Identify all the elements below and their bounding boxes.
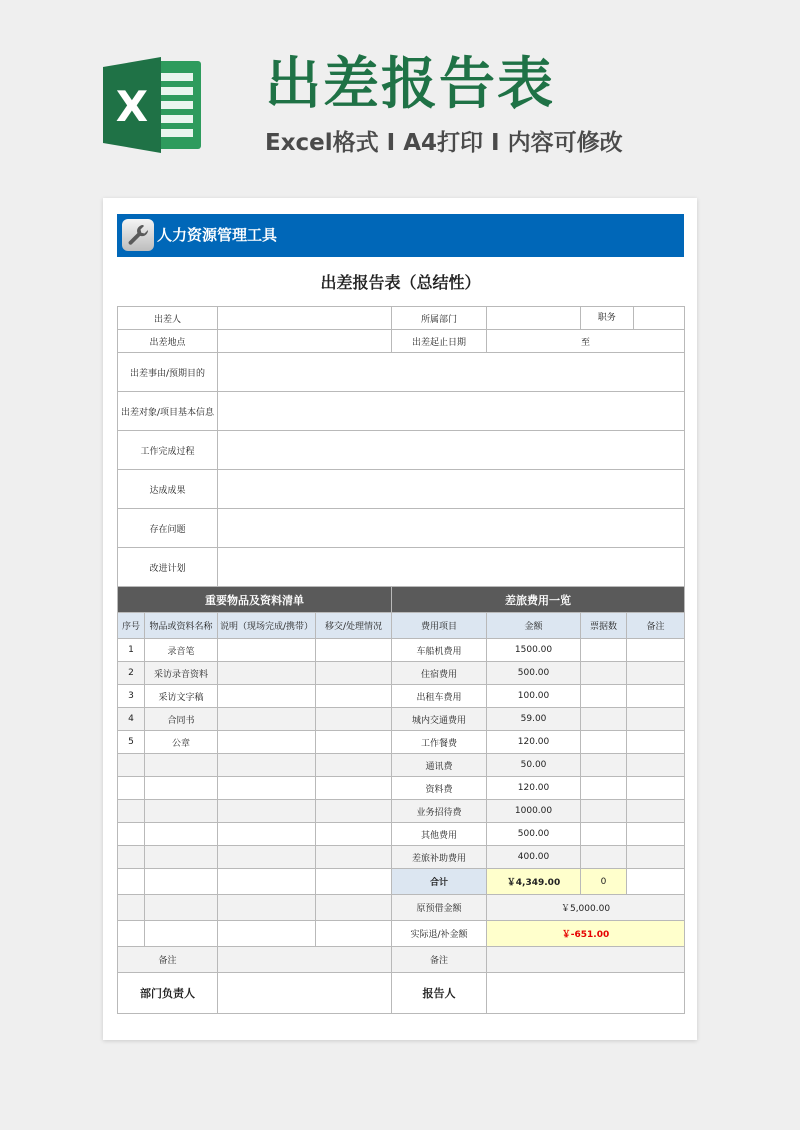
item-no [118,754,145,777]
item-handover[interactable] [316,731,392,754]
item-desc[interactable] [218,662,316,685]
item-no [118,777,145,800]
item-handover[interactable] [316,869,392,895]
advance-label: 原预借金额 [392,895,487,921]
wrench-icon [122,219,154,251]
results-field[interactable] [218,470,685,509]
table-row [118,800,685,823]
item-desc[interactable] [218,754,316,777]
location-label: 出差地点 [118,330,218,353]
item-handover[interactable] [316,921,392,947]
expense-item: 住宿费用 [392,662,487,685]
expense-remarks[interactable] [627,731,685,754]
refund-label: 实际退/补金额 [392,921,487,947]
item-no [118,895,145,921]
table-row [118,754,685,777]
expense-receipts[interactable] [581,777,627,800]
item-desc[interactable] [218,777,316,800]
item-name[interactable]: 合同书 [145,708,218,731]
expense-section-title: 差旅费用一览 [392,587,685,613]
dates-range[interactable]: 至 [487,330,685,353]
expense-amount[interactable]: 400.00 [487,846,581,869]
item-name[interactable] [145,846,218,869]
department-label: 所属部门 [392,307,487,330]
process-field[interactable] [218,431,685,470]
expense-amount[interactable]: 1500.00 [487,639,581,662]
items-section-title: 重要物品及资料清单 [118,587,392,613]
item-desc[interactable] [218,800,316,823]
expense-remarks[interactable] [627,639,685,662]
expense-receipts[interactable] [581,639,627,662]
advance-amount[interactable]: ￥5,000.00 [487,895,685,921]
item-desc[interactable] [218,731,316,754]
item-no: 1 [118,639,145,662]
item-desc[interactable] [218,639,316,662]
item-name[interactable]: 采访文字稿 [145,685,218,708]
item-no: 3 [118,685,145,708]
item-handover[interactable] [316,800,392,823]
item-handover[interactable] [316,777,392,800]
expense-item: 其他费用 [392,823,487,846]
expense-receipts[interactable] [581,823,627,846]
table-row [118,685,685,708]
reason-label: 出差事由/预期目的 [118,353,218,392]
reporter-field[interactable] [487,973,685,1014]
target-field[interactable] [218,392,685,431]
table-row [118,846,685,869]
expense-header-amount: 金额 [487,613,581,639]
expense-remarks[interactable] [627,800,685,823]
excel-logo-letter: X [115,82,149,131]
expense-receipts[interactable] [581,754,627,777]
traveler-field[interactable] [218,307,392,330]
remarks-left-label: 备注 [118,947,218,973]
expense-item: 业务招待费 [392,800,487,823]
banner-title: 人力资源管理工具 [157,226,278,244]
total-remarks[interactable] [627,869,685,895]
expense-item: 资料费 [392,777,487,800]
expense-item: 差旅补助费用 [392,846,487,869]
expense-remarks[interactable] [627,685,685,708]
expense-amount[interactable]: 500.00 [487,823,581,846]
expense-remarks[interactable] [627,708,685,731]
plan-label: 改进计划 [118,548,218,587]
expense-receipts[interactable] [581,846,627,869]
item-desc[interactable] [218,685,316,708]
item-desc[interactable] [218,823,316,846]
expense-header-item: 费用项目 [392,613,487,639]
table-row [118,731,685,754]
remarks-left-field[interactable] [218,947,392,973]
page-title: 出差报告表 [265,52,555,117]
item-name[interactable] [145,869,218,895]
position-cell [581,307,685,330]
report-table [117,306,685,1014]
expense-remarks[interactable] [627,846,685,869]
position-field[interactable] [634,307,685,329]
expense-amount[interactable]: 50.00 [487,754,581,777]
item-no [118,800,145,823]
form-title: 出差报告表（总结性） [320,273,481,292]
location-field[interactable] [218,330,392,353]
item-name[interactable] [145,895,218,921]
problems-label: 存在问题 [118,509,218,548]
item-desc[interactable] [218,869,316,895]
remarks-right-label: 备注 [392,947,487,973]
item-handover[interactable] [316,895,392,921]
expense-amount[interactable]: 120.00 [487,777,581,800]
expense-amount[interactable]: 100.00 [487,685,581,708]
items-header-no: 序号 [118,613,145,639]
expense-receipts[interactable] [581,800,627,823]
item-desc[interactable] [218,708,316,731]
item-desc[interactable] [218,895,316,921]
item-desc[interactable] [218,846,316,869]
item-no: 4 [118,708,145,731]
expense-amount[interactable]: 120.00 [487,731,581,754]
page-subtitle: Excel格式 I A4打印 I 内容可修改 [265,130,623,156]
item-handover[interactable] [316,846,392,869]
results-label: 达成成果 [118,470,218,509]
problems-field[interactable] [218,509,685,548]
items-expense-body [118,639,685,869]
remarks-right-field[interactable] [487,947,685,973]
item-desc[interactable] [218,921,316,947]
expense-item: 城内交通费用 [392,708,487,731]
item-name[interactable] [145,823,218,846]
items-header-desc: 说明（现场完成/携带） [218,613,316,639]
item-no: 5 [118,731,145,754]
expense-remarks[interactable] [627,823,685,846]
dept-head-field[interactable] [218,973,392,1014]
total-label: 合计 [392,869,487,895]
expense-remarks[interactable] [627,754,685,777]
tool-banner [117,214,684,257]
refund-amount: ￥-651.00 [487,921,685,947]
item-no [118,921,145,947]
expense-receipts[interactable] [581,708,627,731]
table-row [118,662,685,685]
table-row [118,823,685,846]
item-handover[interactable] [316,662,392,685]
position-label: 职务 [581,307,634,329]
expense-remarks[interactable] [627,777,685,800]
item-no [118,823,145,846]
expense-receipts[interactable] [581,731,627,754]
total-amount: ￥4,349.00 [487,869,581,895]
process-label: 工作完成过程 [118,431,218,470]
excel-logo-icon [103,57,203,153]
items-header-name: 物品或资料名称 [145,613,218,639]
expense-item: 出租车费用 [392,685,487,708]
expense-item: 车船机费用 [392,639,487,662]
target-label: 出差对象/项目基本信息 [118,392,218,431]
item-name[interactable] [145,800,218,823]
expense-amount[interactable]: 59.00 [487,708,581,731]
reason-field[interactable] [218,353,685,392]
expense-header-receipts: 票据数 [581,613,627,639]
table-row [118,639,685,662]
table-row [118,708,685,731]
reporter-label: 报告人 [392,973,487,1014]
item-no: 2 [118,662,145,685]
items-header-handover: 移交/处理情况 [316,613,392,639]
expense-header-remarks: 备注 [627,613,685,639]
plan-field[interactable] [218,548,685,587]
item-handover[interactable] [316,754,392,777]
item-no [118,869,145,895]
item-name[interactable]: 录音笔 [145,639,218,662]
item-name[interactable] [145,921,218,947]
expense-receipts[interactable] [581,685,627,708]
expense-receipts[interactable] [581,662,627,685]
expense-amount[interactable]: 1000.00 [487,800,581,823]
dept-head-label: 部门负责人 [118,973,218,1014]
item-handover[interactable] [316,708,392,731]
department-field[interactable] [487,307,581,330]
expense-item: 工作餐费 [392,731,487,754]
item-handover[interactable] [316,823,392,846]
item-name[interactable] [145,777,218,800]
item-no [118,846,145,869]
item-handover[interactable] [316,639,392,662]
expense-remarks[interactable] [627,662,685,685]
total-receipts: 0 [581,869,627,895]
item-handover[interactable] [316,685,392,708]
table-row [118,777,685,800]
item-name[interactable] [145,754,218,777]
dates-label: 出差起止日期 [392,330,487,353]
traveler-label: 出差人 [118,307,218,330]
item-name[interactable]: 采访录音资料 [145,662,218,685]
expense-amount[interactable]: 500.00 [487,662,581,685]
item-name[interactable]: 公章 [145,731,218,754]
expense-item: 通讯费 [392,754,487,777]
